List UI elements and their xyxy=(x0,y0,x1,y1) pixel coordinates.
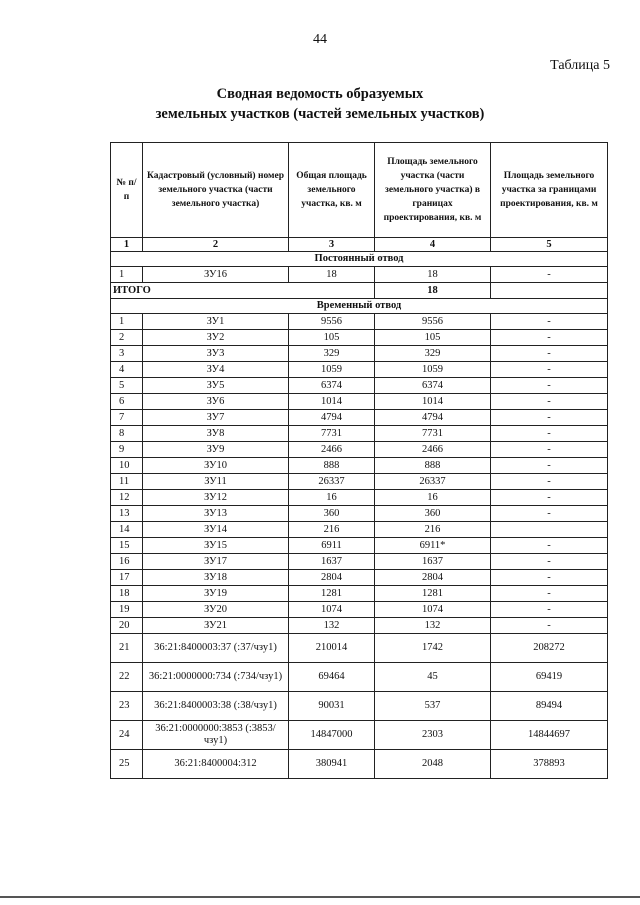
cell-cadastral-id: ЗУ20 xyxy=(143,602,289,618)
table-row xyxy=(111,267,608,283)
table-row xyxy=(111,362,608,378)
table-label: Таблица 5 xyxy=(550,58,610,73)
cell-cadastral-id: ЗУ2 xyxy=(143,330,289,346)
total-row xyxy=(111,283,608,299)
section-temporary-label: Временный отвод xyxy=(111,299,608,314)
cell-area-inside: 2303 xyxy=(375,721,491,750)
cell-area-outside: - xyxy=(491,506,608,522)
cell-cadastral-id: 36:21:8400003:38 (:38/чзу1) xyxy=(143,692,289,721)
table-row xyxy=(111,602,608,618)
table-row xyxy=(111,634,608,663)
table-row xyxy=(111,314,608,330)
cell-cadastral-id: ЗУ21 xyxy=(143,618,289,634)
table-row xyxy=(111,346,608,362)
cell-number: 9 xyxy=(111,442,143,458)
table-row xyxy=(111,692,608,721)
cell-number: 1 xyxy=(111,267,143,283)
table-row xyxy=(111,618,608,634)
cell-total-area: 26337 xyxy=(289,474,375,490)
cell-number: 4 xyxy=(111,362,143,378)
header-total-area: Общая площадь земельного участка, кв. м xyxy=(289,143,375,238)
cell-area-inside: 132 xyxy=(375,618,491,634)
cell-number: 25 xyxy=(111,750,143,779)
cell-number: 11 xyxy=(111,474,143,490)
cell-area-outside: - xyxy=(491,378,608,394)
cell-total-area: 1014 xyxy=(289,394,375,410)
cell-area-inside: 2466 xyxy=(375,442,491,458)
document-title xyxy=(0,84,640,124)
cell-total-area: 888 xyxy=(289,458,375,474)
cell-area-inside: 1059 xyxy=(375,362,491,378)
cell-cadastral-id: 36:21:0000000:734 (:734/чзу1) xyxy=(143,663,289,692)
cell-total-area: 2466 xyxy=(289,442,375,458)
cell-total-area: 1637 xyxy=(289,554,375,570)
cell-cadastral-id: ЗУ19 xyxy=(143,586,289,602)
cell-total-area: 16 xyxy=(289,490,375,506)
total-empty-cell xyxy=(491,283,608,299)
cell-area-inside: 1014 xyxy=(375,394,491,410)
cell-number: 1 xyxy=(111,314,143,330)
table-row xyxy=(111,506,608,522)
table-row xyxy=(111,474,608,490)
table-row xyxy=(111,490,608,506)
cell-cadastral-id: ЗУ7 xyxy=(143,410,289,426)
cell-total-area: 360 xyxy=(289,506,375,522)
cell-cadastral-id: ЗУ13 xyxy=(143,506,289,522)
column-number: 4 xyxy=(375,238,491,252)
cell-number: 7 xyxy=(111,410,143,426)
cell-area-outside: - xyxy=(491,586,608,602)
header-cadastral-number: Кадастровый (условный) номер земельного участка (части земельного участка) xyxy=(143,143,289,238)
cell-cadastral-id: 36:21:8400004:312 xyxy=(143,750,289,779)
cell-area-inside: 329 xyxy=(375,346,491,362)
cell-total-area: 2804 xyxy=(289,570,375,586)
cell-total-area: 1074 xyxy=(289,602,375,618)
cell-area-outside: - xyxy=(491,346,608,362)
table-row xyxy=(111,750,608,779)
cell-area-inside: 26337 xyxy=(375,474,491,490)
column-number: 3 xyxy=(289,238,375,252)
land-plots-table xyxy=(110,142,608,779)
cell-cadastral-id: 36:21:8400003:37 (:37/чзу1) xyxy=(143,634,289,663)
cell-cadastral-id: ЗУ11 xyxy=(143,474,289,490)
cell-area-outside: - xyxy=(491,554,608,570)
table-row xyxy=(111,458,608,474)
cell-area-outside: - xyxy=(491,602,608,618)
cell-area-inside: 6374 xyxy=(375,378,491,394)
cell-area-outside: 69419 xyxy=(491,663,608,692)
cell-area-outside: - xyxy=(491,314,608,330)
cell-cadastral-id: ЗУ16 xyxy=(143,267,289,283)
column-number: 2 xyxy=(143,238,289,252)
cell-area-outside: 14844697 xyxy=(491,721,608,750)
cell-area-outside: - xyxy=(491,538,608,554)
cell-number: 6 xyxy=(111,394,143,410)
cell-area-inside: 7731 xyxy=(375,426,491,442)
page-number: 44 xyxy=(313,32,327,47)
cell-area-inside: 1074 xyxy=(375,602,491,618)
cell-area-outside: 378893 xyxy=(491,750,608,779)
cell-number: 13 xyxy=(111,506,143,522)
cell-area-outside: - xyxy=(491,394,608,410)
cell-area-inside: 16 xyxy=(375,490,491,506)
cell-number: 3 xyxy=(111,346,143,362)
cell-cadastral-id: ЗУ1 xyxy=(143,314,289,330)
cell-number: 18 xyxy=(111,586,143,602)
cell-number: 8 xyxy=(111,426,143,442)
cell-cadastral-id: ЗУ18 xyxy=(143,570,289,586)
cell-number: 14 xyxy=(111,522,143,538)
cell-number: 21 xyxy=(111,634,143,663)
table-row xyxy=(111,330,608,346)
table-row xyxy=(111,442,608,458)
cell-area-outside: - xyxy=(491,267,608,283)
table-row xyxy=(111,663,608,692)
cell-cadastral-id: ЗУ6 xyxy=(143,394,289,410)
cell-total-area: 14847000 xyxy=(289,721,375,750)
cell-area-outside: - xyxy=(491,458,608,474)
cell-total-area: 216 xyxy=(289,522,375,538)
cell-area-outside: - xyxy=(491,410,608,426)
cell-area-outside: - xyxy=(491,618,608,634)
section-permanent-header xyxy=(111,252,608,267)
cell-area-inside: 1742 xyxy=(375,634,491,663)
cell-area-inside: 1281 xyxy=(375,586,491,602)
cell-area-outside xyxy=(491,522,608,538)
cell-number: 5 xyxy=(111,378,143,394)
cell-area-inside: 360 xyxy=(375,506,491,522)
cell-number: 12 xyxy=(111,490,143,506)
column-number: 5 xyxy=(491,238,608,252)
table-row xyxy=(111,410,608,426)
cell-cadastral-id: ЗУ10 xyxy=(143,458,289,474)
cell-area-outside: - xyxy=(491,490,608,506)
cell-area-outside: - xyxy=(491,330,608,346)
cell-total-area: 7731 xyxy=(289,426,375,442)
cell-cadastral-id: ЗУ3 xyxy=(143,346,289,362)
cell-area-outside: - xyxy=(491,442,608,458)
cell-area-inside: 9556 xyxy=(375,314,491,330)
cell-cadastral-id: ЗУ9 xyxy=(143,442,289,458)
cell-area-inside: 888 xyxy=(375,458,491,474)
cell-total-area: 1281 xyxy=(289,586,375,602)
cell-number: 22 xyxy=(111,663,143,692)
cell-area-inside: 105 xyxy=(375,330,491,346)
table-row xyxy=(111,378,608,394)
cell-total-area: 4794 xyxy=(289,410,375,426)
cell-total-area: 90031 xyxy=(289,692,375,721)
cell-total-area: 329 xyxy=(289,346,375,362)
table-row xyxy=(111,538,608,554)
cell-cadastral-id: ЗУ15 xyxy=(143,538,289,554)
column-number: 1 xyxy=(111,238,143,252)
table-body xyxy=(111,238,608,779)
header-number: № п/п xyxy=(111,143,143,238)
cell-area-outside: - xyxy=(491,570,608,586)
cell-total-area: 210014 xyxy=(289,634,375,663)
cell-area-outside: 89494 xyxy=(491,692,608,721)
total-value: 18 xyxy=(375,283,491,299)
cell-total-area: 380941 xyxy=(289,750,375,779)
cell-area-inside: 2804 xyxy=(375,570,491,586)
cell-area-inside: 2048 xyxy=(375,750,491,779)
cell-area-outside: - xyxy=(491,362,608,378)
cell-area-inside: 4794 xyxy=(375,410,491,426)
cell-total-area: 6374 xyxy=(289,378,375,394)
section-permanent-label: Постоянный отвод xyxy=(111,252,608,267)
cell-area-inside: 1637 xyxy=(375,554,491,570)
cell-cadastral-id: ЗУ12 xyxy=(143,490,289,506)
cell-area-inside: 537 xyxy=(375,692,491,721)
cell-total-area: 132 xyxy=(289,618,375,634)
table-row xyxy=(111,586,608,602)
table-row xyxy=(111,522,608,538)
total-label: ИТОГО xyxy=(111,283,375,299)
cell-total-area: 9556 xyxy=(289,314,375,330)
cell-number: 15 xyxy=(111,538,143,554)
cell-number: 16 xyxy=(111,554,143,570)
cell-number: 24 xyxy=(111,721,143,750)
cell-area-outside: 208272 xyxy=(491,634,608,663)
cell-area-inside: 18 xyxy=(375,267,491,283)
table-row xyxy=(111,570,608,586)
table-row xyxy=(111,554,608,570)
cell-cadastral-id: 36:21:0000000:3853 (:3853/чзу1) xyxy=(143,721,289,750)
cell-total-area: 18 xyxy=(289,267,375,283)
section-temporary-header xyxy=(111,299,608,314)
cell-total-area: 6911 xyxy=(289,538,375,554)
cell-cadastral-id: ЗУ5 xyxy=(143,378,289,394)
cell-number: 17 xyxy=(111,570,143,586)
cell-cadastral-id: ЗУ14 xyxy=(143,522,289,538)
table-row xyxy=(111,394,608,410)
bottom-rule xyxy=(0,896,640,898)
cell-area-inside: 216 xyxy=(375,522,491,538)
table-row xyxy=(111,721,608,750)
cell-number: 2 xyxy=(111,330,143,346)
title-line-2: земельных участков (частей земельных участков) xyxy=(155,106,485,122)
header-area-outside: Площадь земельного участка за границами проектирования, кв. м xyxy=(491,143,608,238)
cell-total-area: 105 xyxy=(289,330,375,346)
cell-area-inside: 45 xyxy=(375,663,491,692)
cell-number: 20 xyxy=(111,618,143,634)
cell-number: 10 xyxy=(111,458,143,474)
cell-cadastral-id: ЗУ8 xyxy=(143,426,289,442)
cell-number: 19 xyxy=(111,602,143,618)
cell-cadastral-id: ЗУ17 xyxy=(143,554,289,570)
header-area-inside: Площадь земельного участка (части земельного участка) в границах проектирования, кв. м xyxy=(375,143,491,238)
cell-cadastral-id: ЗУ4 xyxy=(143,362,289,378)
table-header-row xyxy=(111,143,608,238)
cell-number: 23 xyxy=(111,692,143,721)
cell-area-outside: - xyxy=(491,474,608,490)
cell-area-outside: - xyxy=(491,426,608,442)
title-line-1: Сводная ведомость образуемых xyxy=(216,86,424,102)
cell-total-area: 69464 xyxy=(289,663,375,692)
cell-area-inside: 6911* xyxy=(375,538,491,554)
column-numbers-row xyxy=(111,238,608,252)
cell-total-area: 1059 xyxy=(289,362,375,378)
table-row xyxy=(111,426,608,442)
